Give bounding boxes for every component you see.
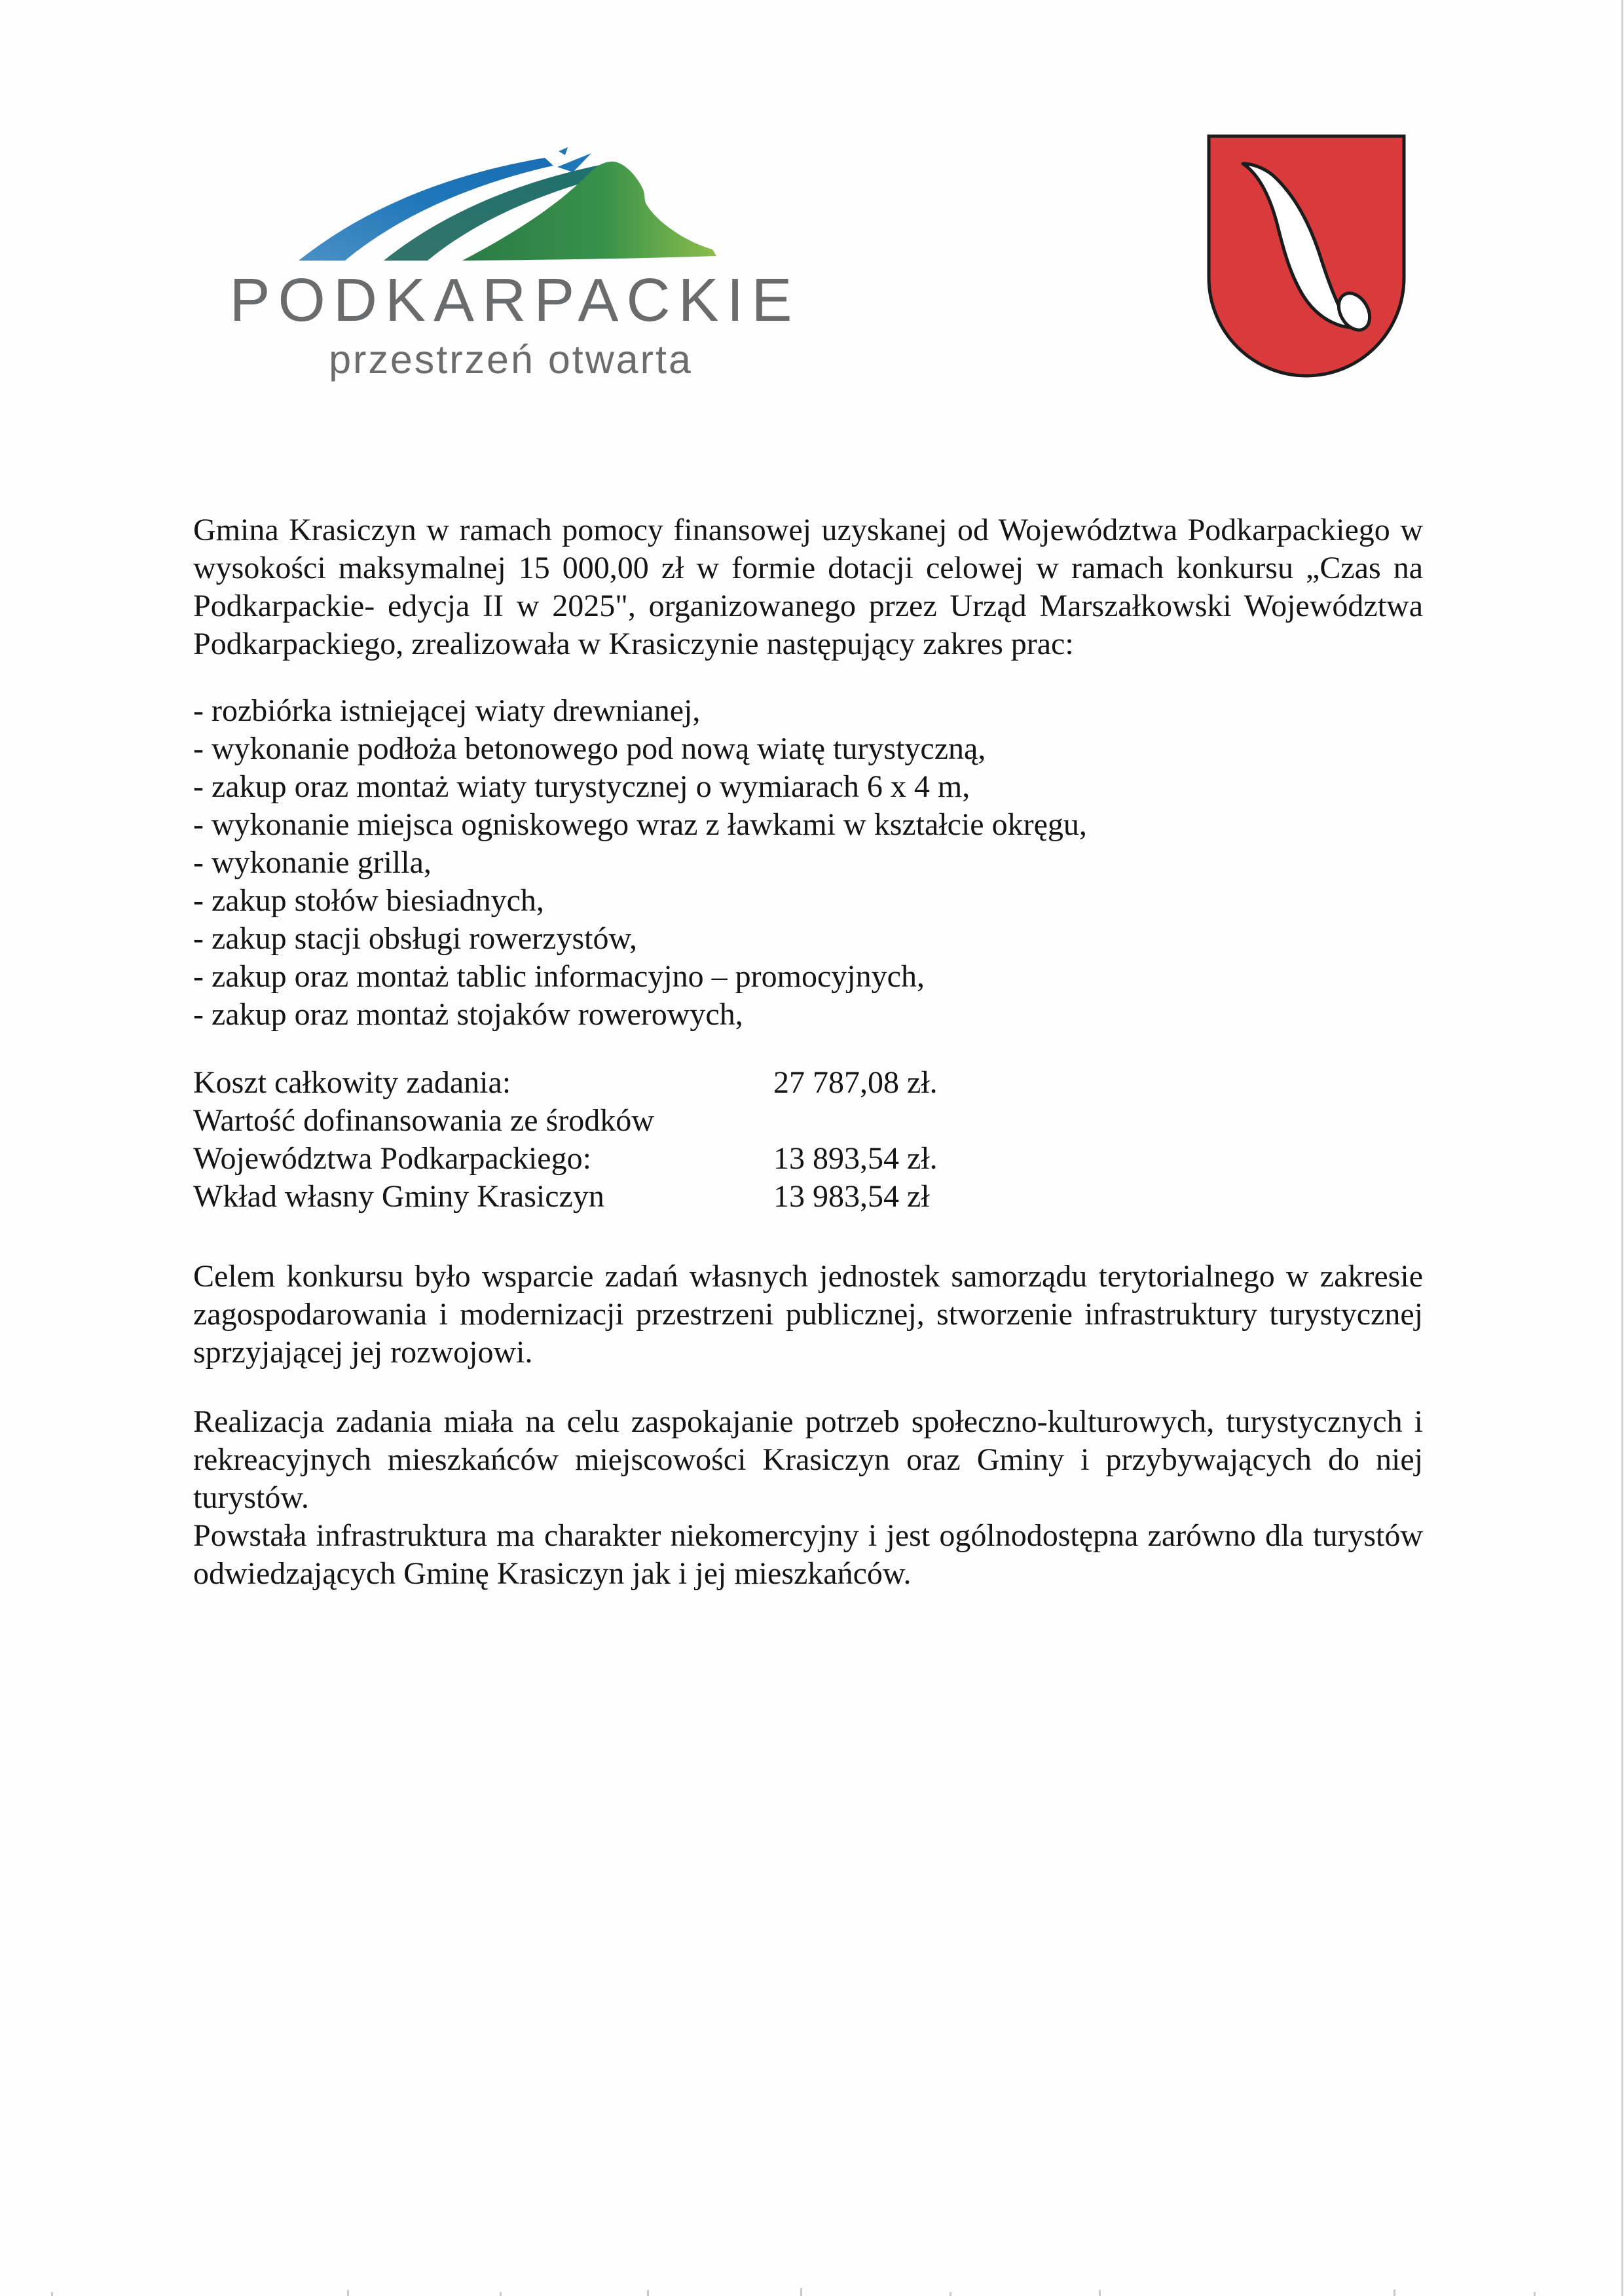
cost-amount: 27 787,08 zł. [773,1065,938,1100]
scan-edge-artifact [1621,0,1623,2296]
works-item: - zakup stołów biesiadnych, [193,883,544,918]
works-item: - zakup oraz montaż wiaty turystycznej o wymiarach 6 x 4 m, [193,769,970,804]
podkarpackie-swoosh-icon [297,140,722,262]
cost-label: Województwa Podkarpackiego: [193,1141,591,1176]
works-item: - zakup oraz montaż stojaków rowerowych, [193,997,743,1032]
cost-amount: 13 893,54 zł. [773,1141,938,1176]
realization-paragraph: Realizacja zadania miała na celu zaspokajanie potrzeb społeczno-kulturowych, turystycznych i rekreacyjnych mieszkańców miejscowości Krasiczyn oraz Gminy i przybywających do niej turystów. [193,1404,1423,1515]
podkarpackie-logo [217,137,804,381]
logo-title: PODKARPACKIE [229,266,800,334]
infrastructure-paragraph: Powstała infrastruktura ma charakter niekomercyjny i jest ogólnodostępna zarówno dla turystów odwiedzających Gminę Krasiczyn jak i jej mieszkańców. [193,1518,1423,1591]
cost-label: Wkład własny Gminy Krasiczyn [193,1179,604,1214]
intro-paragraph: Gmina Krasiczyn w ramach pomocy finansowej uzyskanej od Województwa Podkarpackiego w wysokości maksymalnej 15 000,00 zł w formie dotacji celowej w ramach konkursu „Czas na Podkarpackie- edycja II w 2025", organizowanego przez Urząd Marszałkowski Województwa Podkarpackiego, zrealizowała w Krasiczynie następujący zakres prac: [193,513,1423,661]
cost-label: Wartość dofinansowania ze środków [193,1103,654,1138]
scan-bottom-artifacts [0,2287,1624,2296]
cost-row [193,1178,1423,1216]
works-item: - wykonanie grilla, [193,845,432,880]
works-item: - zakup oraz montaż tablic informacyjno – promocyjnych, [193,959,925,994]
cost-row [193,1140,1423,1178]
works-item: - zakup stacji obsługi rowerzystów, [193,921,638,956]
works-item: - wykonanie miejsca ogniskowego wraz z ławkami w kształcie okręgu, [193,807,1087,842]
works-item: - rozbiórka istniejącej wiaty drewnianej, [193,693,701,728]
works-item: - wykonanie podłoża betonowego pod nową wiatę turystyczną, [193,731,986,766]
cost-row [193,1064,1423,1102]
cost-label: Koszt całkowity zadania: [193,1065,511,1100]
costs-table [193,1064,1423,1216]
logo-subtitle: przestrzeń otwarta [329,337,693,382]
cost-amount: 13 983,54 zł [773,1179,930,1214]
works-list [193,692,1423,1034]
cost-row [193,1102,1423,1140]
coat-of-arms-icon [1206,134,1407,378]
realization-paragraphs [193,1403,1423,1593]
goal-paragraph: Celem konkursu było wsparcie zadań własnych jednostek samorządu terytorialnego w zakresie zagospodarowania i modernizacji przestrzeni publicznej, stworzenie infrastruktury turystycznej sprzyjającej jej rozwojowi. [193,1259,1423,1370]
